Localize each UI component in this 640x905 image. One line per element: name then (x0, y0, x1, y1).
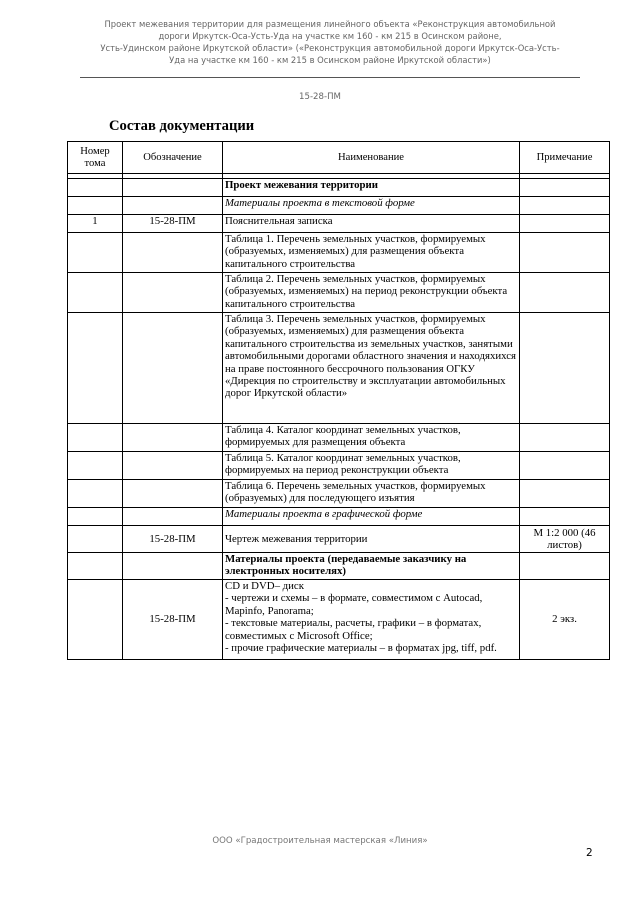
cell-designation: 15-28-ПМ (123, 526, 223, 553)
documentation-table (67, 141, 610, 660)
table-row (68, 553, 610, 580)
table-row (68, 197, 610, 215)
table-body (68, 174, 610, 660)
cell-note (520, 480, 610, 508)
page-footer: ООО «Градостроительная мастерская «Линия» (212, 836, 428, 846)
cell-note (520, 197, 610, 215)
cell-designation (123, 313, 223, 424)
cell-designation (123, 273, 223, 313)
header-volume: Номер тома (68, 142, 123, 174)
table-row (68, 480, 610, 508)
cell-note (520, 424, 610, 452)
cell-name: Таблица 1. Перечень земельных участков, формируемых (образуемых, изменяемых) для размещения объекта капитального строительства (223, 233, 520, 273)
table-row (68, 452, 610, 480)
cell-volume: 1 (68, 215, 123, 233)
header-note: Примечание (520, 142, 610, 174)
table-row (68, 273, 610, 313)
cell-designation (123, 197, 223, 215)
cell-volume (68, 197, 123, 215)
cell-volume (68, 273, 123, 313)
cell-note (520, 273, 610, 313)
cell-designation (123, 553, 223, 580)
header-divider (80, 77, 580, 78)
cell-note (520, 313, 610, 424)
cell-designation: 15-28-ПМ (123, 580, 223, 660)
cell-note (520, 179, 610, 197)
cell-name: CD и DVD– диск - чертежи и схемы – в формате, совместимом с Autocad, Mapinfo, Panorama; - текстовые материалы, расчеты, графики – в форматах, совместимых с Microsoft Office; - прочие графические материалы – в форматах jpg, tiff, pdf. (223, 580, 520, 660)
cell-volume (68, 452, 123, 480)
page-number: 2 (586, 847, 593, 859)
cell-name: Таблица 2. Перечень земельных участков, формируемых (образуемых, изменяемых) на период реконструкции объекта капитального строительства (223, 273, 520, 313)
cell-name: Чертеж межевания территории (223, 526, 520, 553)
table-row (68, 215, 610, 233)
header-designation: Обозначение (123, 142, 223, 174)
cell-designation (123, 424, 223, 452)
table-row (68, 526, 610, 553)
cell-note (520, 452, 610, 480)
cell-designation (123, 508, 223, 526)
header-name: Наименование (223, 142, 520, 174)
table-row (68, 580, 610, 660)
cell-volume (68, 526, 123, 553)
cell-volume (68, 553, 123, 580)
cell-note (520, 215, 610, 233)
cell-note: 2 экз. (520, 580, 610, 660)
cell-name: Материалы проекта в текстовой форме (223, 197, 520, 215)
table-header-row (68, 142, 610, 174)
cell-volume (68, 233, 123, 273)
cell-designation (123, 233, 223, 273)
table-row (68, 233, 610, 273)
header-line: Проект межевания территории для размещения линейного объекта «Реконструкция автомобильной (104, 19, 556, 29)
table-row (68, 424, 610, 452)
header-line: Уда на участке км 160 - км 215 в Осинском районе Иркутской области») (169, 55, 491, 66)
cell-volume (68, 313, 123, 424)
cell-name: Проект межевания территории (223, 179, 520, 197)
table-row (68, 313, 610, 424)
cell-volume (68, 424, 123, 452)
cell-designation: 15-28-ПМ (123, 215, 223, 233)
cell-name: Материалы проекта (передаваемые заказчику на электронных носителях) (223, 553, 520, 580)
table-row (68, 508, 610, 526)
header-line: дороги Иркутск-Оса-Усть-Уда на участке км 160 - км 215 в Осинском районе, (158, 31, 502, 42)
cell-name: Пояснительная записка (223, 215, 520, 233)
cell-note (520, 233, 610, 273)
cell-name: Материалы проекта в графической форме (223, 508, 520, 526)
cell-name: Таблица 3. Перечень земельных участков, формируемых (образуемых, изменяемых) для размещения объекта капитального строительства из земельных участков, занятыми автомобильными дорогами областного значения и находяхихся на праве постоянного бессрочного пользования ОГКУ «Дирекция по строительству и эксплуатации автомобильных дорог Иркутской области» (223, 313, 520, 424)
cell-volume (68, 179, 123, 197)
cell-designation (123, 480, 223, 508)
document-code: 15-28-ПМ (299, 92, 341, 102)
cell-name: Таблица 4. Каталог координат земельных участков, формируемых для размещения объекта (223, 424, 520, 452)
cell-note: М 1:2 000 (46 листов) (520, 526, 610, 553)
cell-name: Таблица 6. Перечень земельных участков, формируемых (образуемых) для последующего изъятия (223, 480, 520, 508)
table-row (68, 179, 610, 197)
cell-note (520, 553, 610, 580)
cell-designation (123, 452, 223, 480)
header-line: Усть-Удинском районе Иркутской области» («Реконструкция автомобильной дороги Иркутск-Оса-Усть- (100, 43, 560, 54)
page-header (80, 18, 580, 66)
cell-volume (68, 580, 123, 660)
cell-name: Таблица 5. Каталог координат земельных участков, формируемых на период реконструкции объекта (223, 452, 520, 480)
cell-volume (68, 508, 123, 526)
section-title: Состав документации (109, 118, 255, 134)
cell-volume (68, 480, 123, 508)
cell-designation (123, 179, 223, 197)
cell-note (520, 508, 610, 526)
